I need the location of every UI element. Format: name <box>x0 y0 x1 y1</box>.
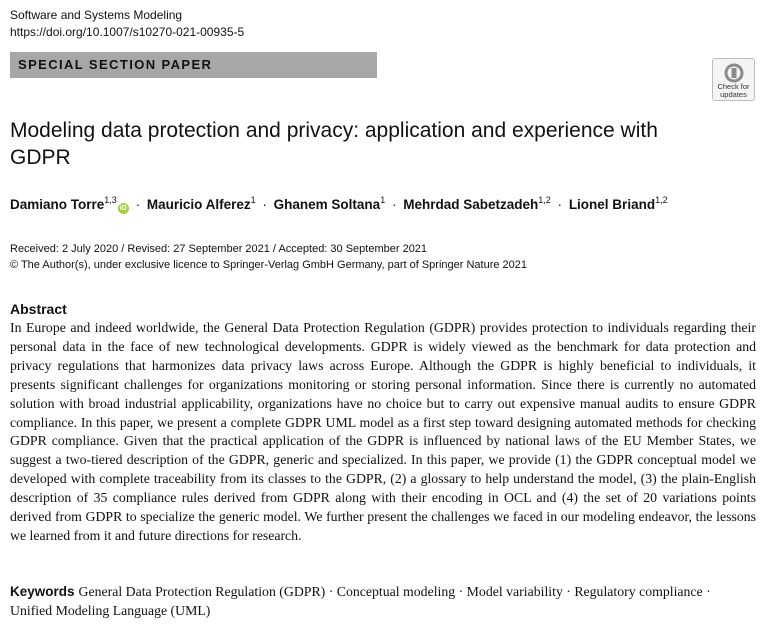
author-name[interactable]: Ghanem Soltana <box>273 197 381 212</box>
paper-title: Modeling data protection and privacy: application and experience with GDPR <box>10 119 658 169</box>
author-affiliation: 1 <box>250 194 256 205</box>
check-for-updates-icon <box>723 62 745 84</box>
copyright-notice: © The Author(s), under exclusive licence to Springer-Verlag GmbH Germany, part of Springer Nature 2021 <box>10 259 527 271</box>
author-separator: · <box>135 197 141 212</box>
author-affiliation: 1,2 <box>538 194 551 205</box>
author-separator: · <box>391 197 397 212</box>
author-list <box>10 196 770 214</box>
author-affiliation: 1 <box>380 194 386 205</box>
badge-line-2: updates <box>720 90 747 99</box>
section-banner: SPECIAL SECTION PAPER <box>10 52 377 78</box>
author-name[interactable]: Lionel Briand <box>568 197 656 212</box>
author-affiliation: 1,2 <box>655 194 668 205</box>
abstract-text: In Europe and indeed worldwide, the General Data Protection Regulation (GDPR) provides protection to individuals regarding their personal data in the face of new technological developments. GDPR is widely viewed as the benchmark for data protection and privacy regulations that harmonizes data privacy laws across Europe. Although the GDPR is highly beneficial to individuals, it presents significant challenges for organizations monitoring or storing personal information. Since there is currently no automated solution with broad industrial applicability, organizations have no choice but to carry out expensive manual audits to ensure GDPR compliance. In this paper, we present a complete GDPR UML model as a first step toward designing automated methods for checking GDPR compliance. Given that the practical application of the GDPR is influenced by national laws of the EU Member States, we suggest a two-tiered description of the GDPR, generic and specialized. In this paper, we provide (1) the GDPR conceptual model we developed with complete traceability from its classes to the GDPR, (2) a glossary to help understand the model, (3) the plain-English description of 35 compliance rules derived from GDPR along with their encoding in OCL and (4) the set of 20 variations points derived from GDPR to specialize the generic model. We further present the challenges we faced in our modeling endeavor, the lessons we learned from it and future directions for research. <box>10 320 756 543</box>
check-for-updates-button[interactable] <box>712 58 755 101</box>
author-name[interactable]: Damiano Torre <box>10 197 105 212</box>
journal-name: Software and Systems Modeling <box>10 8 183 22</box>
keywords-label: Keywords <box>10 584 75 599</box>
author-name[interactable]: Mauricio Alferez <box>146 197 251 212</box>
orcid-icon[interactable]: iD <box>119 205 127 212</box>
keywords <box>10 582 756 620</box>
author-name[interactable]: Mehrdad Sabetzadeh <box>403 197 539 212</box>
publication-dates: Received: 2 July 2020 / Revised: 27 September 2021 / Accepted: 30 September 2021 <box>10 243 428 255</box>
abstract-heading: Abstract <box>10 301 67 317</box>
author-separator: · <box>557 197 563 212</box>
badge-line-1: Check for <box>717 82 750 91</box>
author-affiliation: 1,3 <box>104 194 117 205</box>
keywords-text: General Data Protection Regulation (GDPR) · Conceptual modeling · Model variability · Regulatory compliance · Unified Modeling Language (UML) <box>10 584 711 618</box>
author-separator: · <box>262 197 267 212</box>
doi-link[interactable]: https://doi.org/10.1007/s10270-021-00935-5 <box>10 25 245 39</box>
